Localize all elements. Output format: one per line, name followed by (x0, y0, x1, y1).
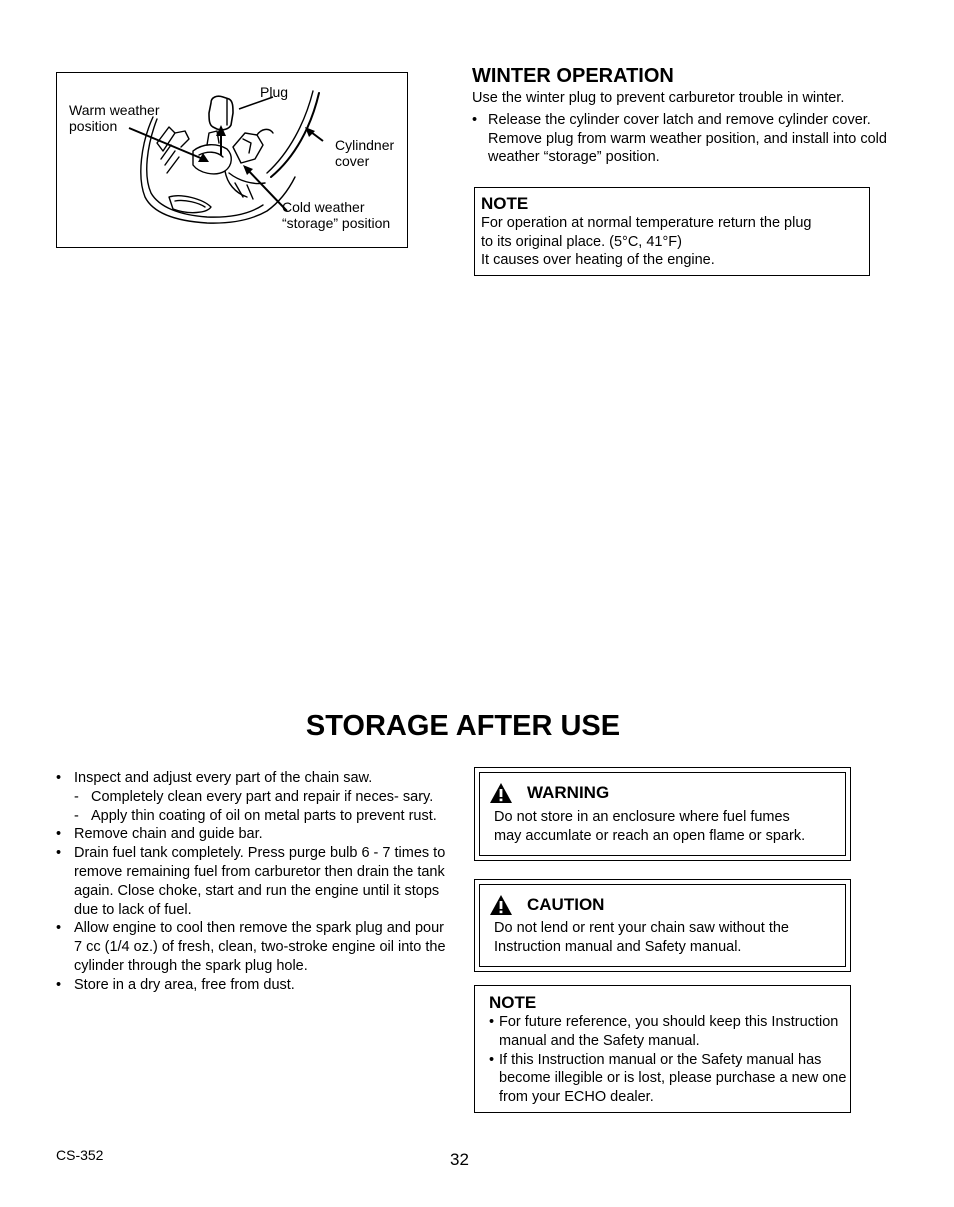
bullet-dot: • (472, 112, 478, 128)
winter-operation-intro: Use the winter plug to prevent carburetor trouble in winter. (472, 90, 845, 106)
warning-triangle-icon (489, 782, 513, 804)
note-title: NOTE (489, 993, 537, 1012)
caution-label: CAUTION (527, 895, 605, 914)
caution-box (474, 879, 851, 972)
sub-list-item: - Apply thin coating of oil on metal parts to prevent rust. (74, 807, 437, 824)
sub-list-item: - Completely clean every part and repair if neces- sary. (74, 788, 434, 805)
winter-bullet-text: Release the cylinder cover latch and remove cylinder cover. Remove plug from warm weather position, and install into cold weather “storage” position. (488, 112, 887, 165)
page-number: 32 (450, 1150, 469, 1169)
winter-note-box (474, 187, 870, 276)
storage-note-box (474, 985, 851, 1113)
note-line: For operation at normal temperature return the plug (481, 215, 812, 231)
storage-title: STORAGE AFTER USE (305, 710, 621, 742)
label-plug: Plug (260, 84, 289, 100)
list-item: • Allow engine to cool then remove the spark plug and pour 7 cc (1/4 oz.) of fresh, clean, two-stroke engine oil into the cylinder through the spark plug hole. (56, 920, 446, 974)
note-line: It causes over heating of the engine. (481, 252, 715, 268)
label-cold-weather-position: Cold weather “storage” position (282, 199, 391, 231)
note-bullet: • For future reference, you should keep this Instruction manual and the Safety manual. (489, 1014, 839, 1049)
winter-operation-title: WINTER OPERATION (472, 65, 674, 87)
figure-winter-plug (56, 72, 408, 248)
winter-operation-bullet (472, 111, 892, 167)
storage-list (56, 769, 448, 995)
note-bullet: • If this Instruction manual or the Safety manual has become illegible or is lost, please purchase a new one from your ECHO dealer. (489, 1051, 847, 1106)
caution-text: Do not lend or rent your chain saw without the Instruction manual and Safety manual. (494, 920, 789, 955)
note-line: to its original place. (5°C, 41°F) (481, 233, 682, 250)
warning-label: WARNING (527, 783, 610, 802)
note-title: NOTE (481, 194, 529, 213)
warning-text: Do not store in an enclosure where fuel fumes may accumlate or reach an open flame or spark. (494, 809, 806, 844)
list-item: • Drain fuel tank completely. Press purge bulb 6 - 7 times to remove remaining fuel from carburetor then drain the tank again. Close choke, start and run the engine until it stops due to lack of fuel. (56, 845, 446, 918)
model-number: CS-352 (56, 1147, 104, 1163)
list-item: • Inspect and adjust every part of the chain saw. (56, 770, 373, 786)
list-item: • Remove chain and guide bar. (56, 826, 263, 843)
warning-box (474, 767, 851, 861)
label-cylinder-cover: Cylindner cover (335, 137, 395, 169)
caution-triangle-icon (489, 894, 513, 916)
list-item: • Store in a dry area, free from dust. (56, 976, 295, 993)
label-warm-weather-position: Warm weather position (69, 102, 160, 134)
